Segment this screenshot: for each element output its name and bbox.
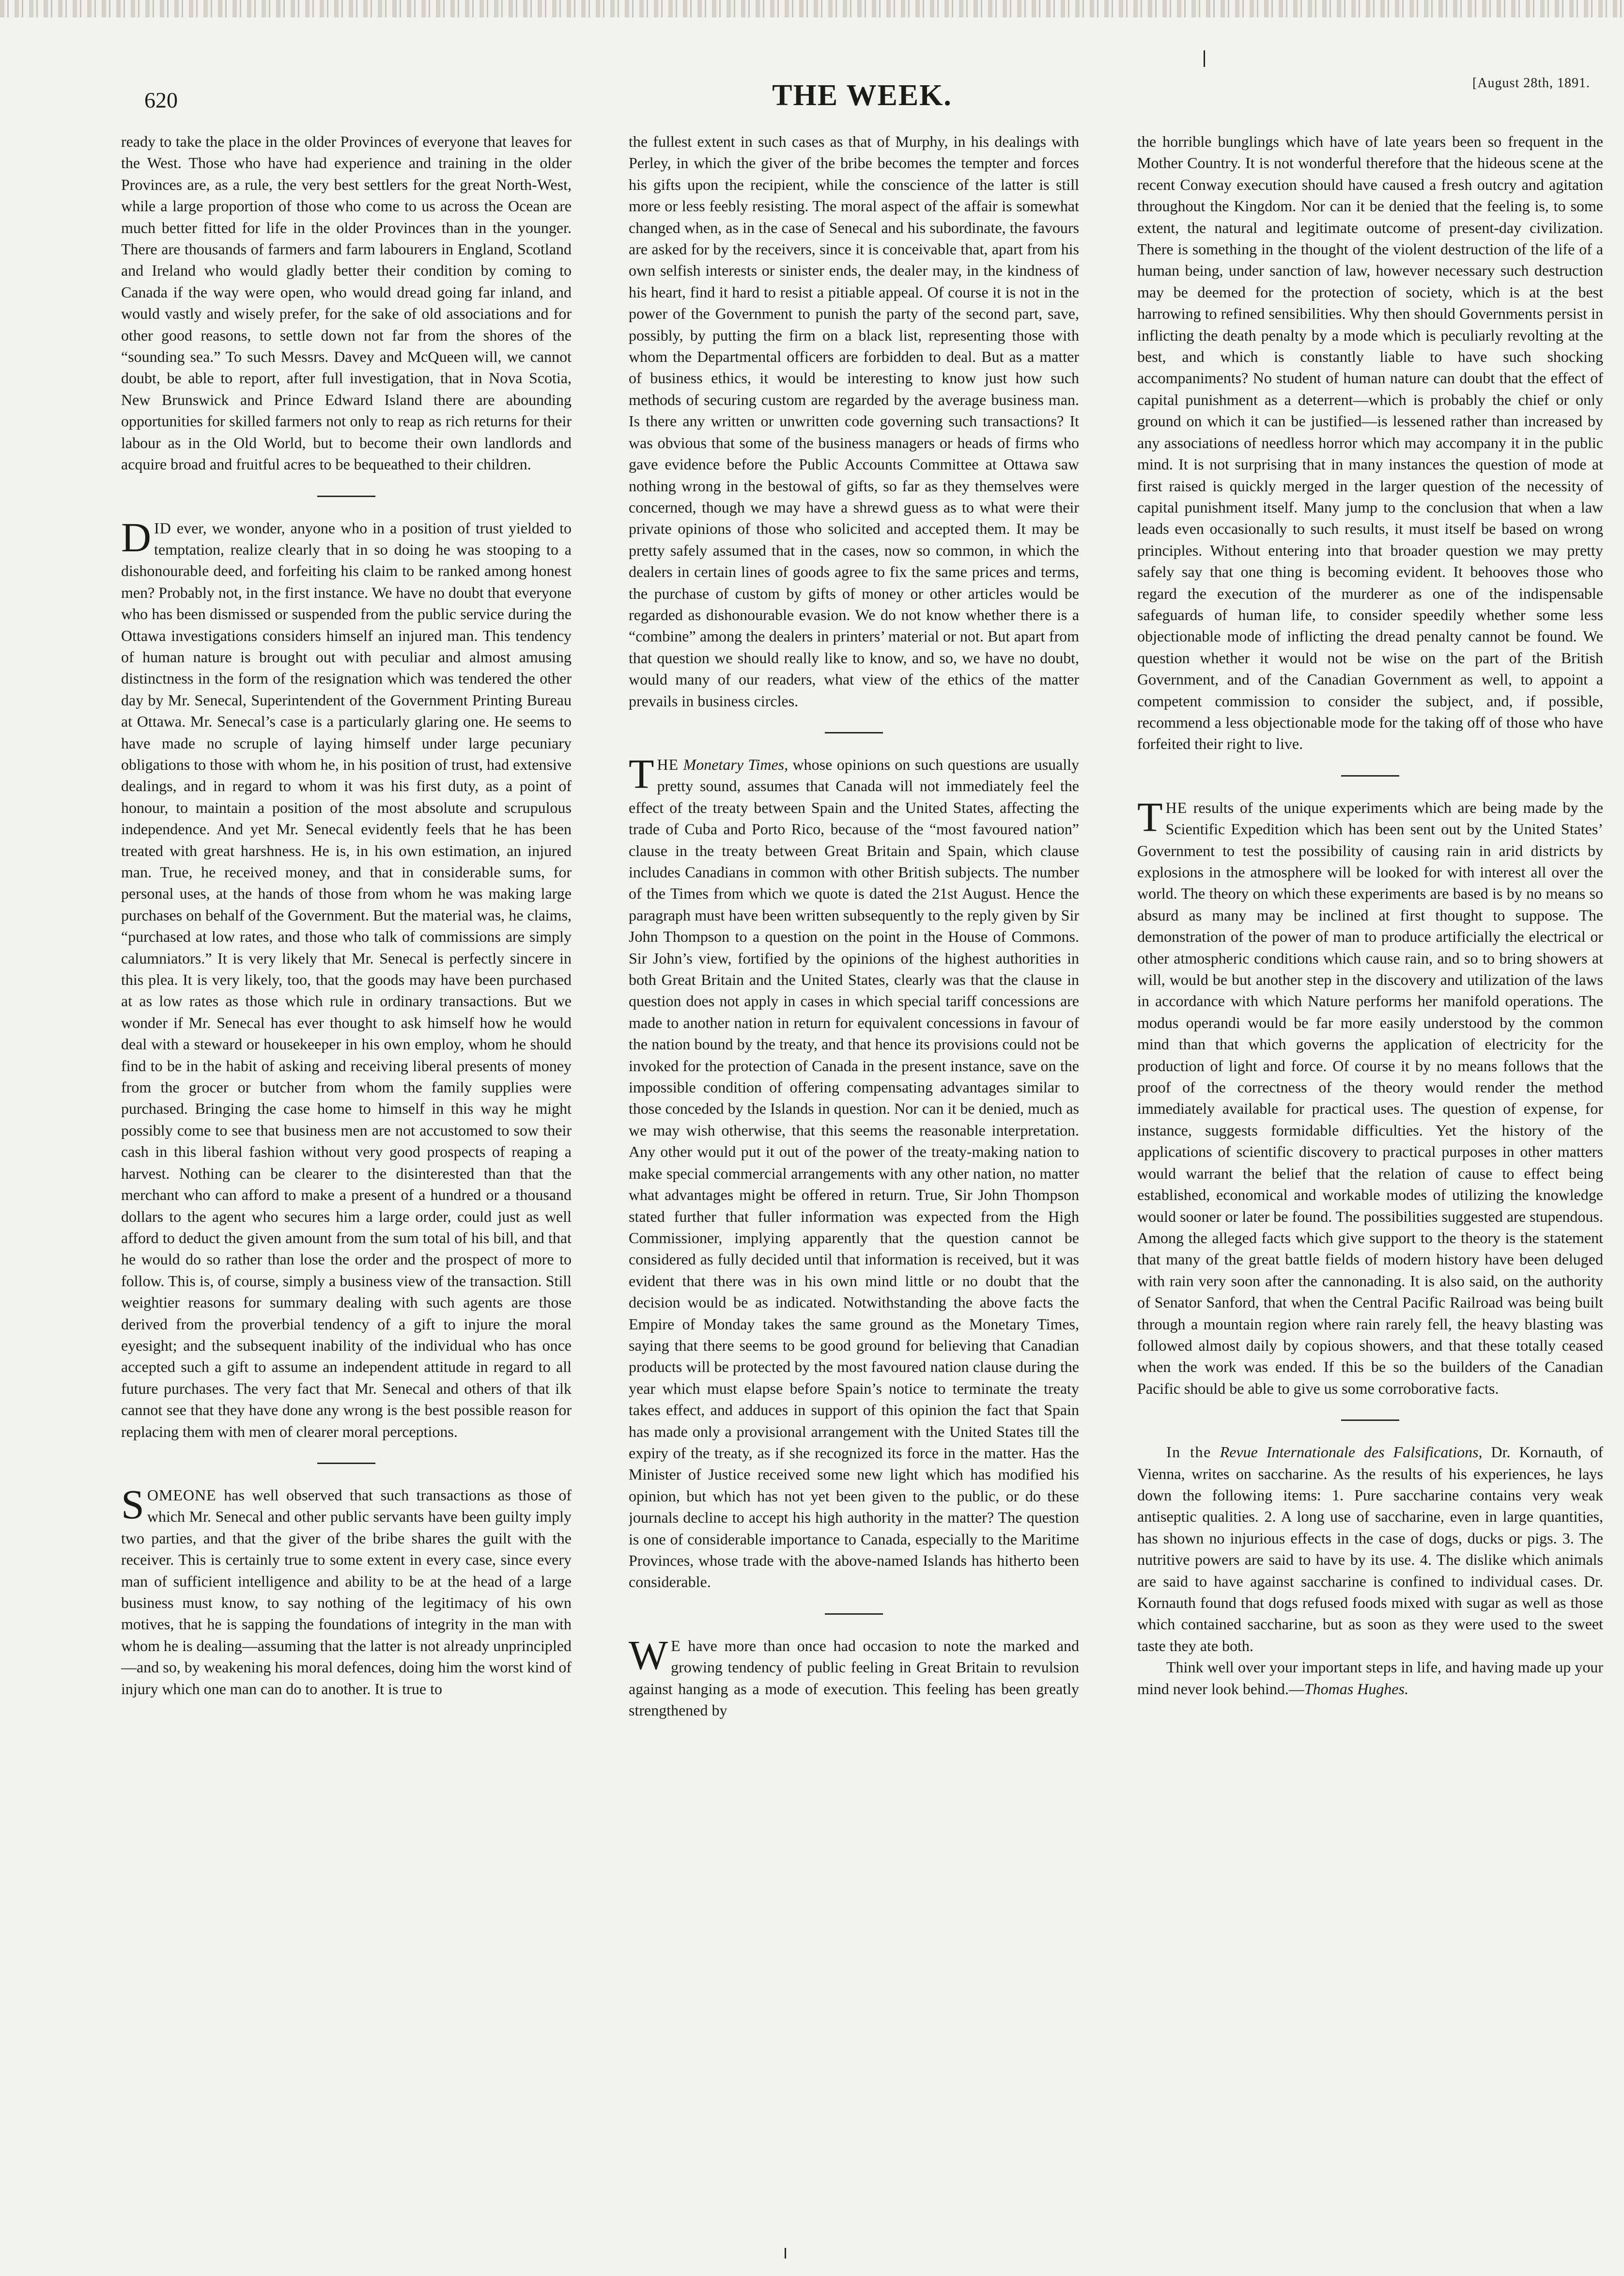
column-right	[1137, 131, 1603, 2238]
article-paragraph	[1137, 793, 1603, 1399]
page-header	[136, 73, 1589, 119]
lead-word: ID	[154, 519, 171, 537]
paragraph-body: Dr. Kornauth, of Vienna, writes on saccharine. As the results of his experiences, he lays down the following items: 1. Pure saccharine contains very weak antiseptic qualities. 2. A long use of saccharine, even in large quantities, has shown no injurious effects in the case of dogs, ducks or pigs. 3. The nutritive powers are said to have by its use. 4. The dislike which animals are said to have against saccharine is confined to individual cases. Dr. Kornauth found that dogs refused foods mixed with sugar as well as those which contained saccharine, but as soon as they were used to the sweet taste they ate both.	[1137, 1443, 1603, 1654]
section-divider	[1341, 1419, 1399, 1421]
quotation-paragraph	[1137, 1656, 1603, 1699]
drop-cap: S	[121, 1481, 144, 1528]
article-paragraph: the horrible bunglings which have of late years been so frequent in the Mother Country. It is not wonderful therefore that the hideous scene at the recent Conway execution should have caused a fresh outcry and agitation throughout the Kingdom. Nor can it be denied that the feeling is, to some extent, the natural and legitimate outcome of present-day civilization. There is something in the thought of the violent destruction of the life of a human being, under sanction of law, however necessary such destruction may be deemed for the protection of society, which is at the best harrowing to refined sensibilities. Why then should Governments persist in inflicting the death penalty by a mode which is peculiarly revolting at the best, and which is constantly liable to have such shocking accompaniments? No student of human nature can doubt that the effect of capital punishment as a deterrent—which is probably the chief or only ground on which it can be justified—is lessened rather than increased by any associations of needless horror which may accompany it in the public mind. It is not surprising that in many instances the question of mode at first raised is quickly merged in the larger question of the necessity of capital punishment itself. Many jump to the conclusion that when a law leads even occasionally to such results, it must itself be based on wrong principles. Without entering into that broader question we may pretty safely say that one thing is becoming evident. It behooves those who regard the execution of the murderer as one of the indispensable safeguards of human life, to consider speedily whether some less objectionable mode of inflicting the dread penalty cannot be found. We question whether it would not be wise on the part of the British Government, and of the Canadian Government as well, to appoint a competent commission to consider the subject, and, if possible, recommend a less objectionable mode for the taking off of those who have forfeited their right to live.	[1137, 133, 1603, 753]
lead-word: HE	[1165, 798, 1188, 816]
section-divider	[317, 1463, 375, 1464]
paragraph-body: ever, we wonder, anyone who in a position of trust yielded to temptation, realize clearly that in so doing he was stooping to a dishonourable deed, and forfeiting his claim to be ranked among honest men? Probably not, in the first instance. We have no doubt that everyone who has been dismissed or suspended from the public service during the Ottawa investigations considers himself an injured man. This tendency of human nature is brought out with peculiar and almost amusing distinctness in the form of the resignation which was tendered the other day by Mr. Senecal, Superintendent of the Government Printing Bureau at Ottawa. Mr. Senecal’s case is a particularly glaring one. He seems to have made no scruple of laying himself under large pecuniary obligations to those with whom he, in his position of trust, had extensive dealings, and in regard to whom it was his first duty, as a point of honour, to maintain a position of the most absolute and scrupulous independence. And yet Mr. Senecal evidently feels that he has been treated with great harshness. He is, in his own estimation, an injured man. True, he received money, and that in considerable sums, for personal uses, at the hands of those from whom he was making large purchases on behalf of the Government. But the material was, he claims, “purchased at low rates, and those who talk of commissions are simply calumniators.” It is very likely that Mr. Senecal is perfectly sincere in this plea. It is very likely, too, that the goods may have been purchased at as low rates as those which rule in ordinary transactions. But we wonder if Mr. Senecal has ever thought to ask himself how he would deal with a steward or housekeeper in his own employ, whom he should find to be in the habit of asking and receiving liberal presents of money from the grocer or butcher from whom the family supplies were purchased. Bringing the case home to himself in this way he might possibly come to see that business men are not accustomed to sow their cash in this liberal fashion without very good prospects of reaping a harvest. Nothing can be clearer to the disinterested than that the merchant who can afford to make a present of a hundred or a thousand dollars to the agent who secures him a large order, could just as well afford to deduct the given amount from the sum total of his bill, and that he would do so rather than lose the order and the prospect of more to follow. This is, of course, simply a business view of the transaction. Still weightier reasons for summary dealing with such agents are those derived from the proverbial tendency of a gift to injure the moral eyesight; and the subsequent inability of the individual who has once accepted such a gift to assume an independent attitude in regard to all future purchases. The very fact that Mr. Senecal and others of that ilk cannot see that they have done any wrong is the best possible reason for replacing them with men of clearer moral perceptions.	[121, 519, 572, 1440]
page-number: 620	[144, 88, 178, 112]
article-paragraph: ready to take the place in the older Provinces of everyone that leaves for the West. Those who have had experience and training in the older Provinces are, as a rule, the very best settlers for the great North-West, while a large proportion of those who come to us across the Ocean are much better fitted for life in the older Provinces than in the younger. There are thousands of farmers and farm labourers in England, Scotland and Ireland who would gladly better their condition by coming to Canada if the way were open, who would dread going far inland, and would vastly and wisely prefer, for the sake of old associations and for other good reasons, to settle down not far from the shores of the “sounding sea.” To such Messrs. Davey and McQueen will, we cannot doubt, be able to report, after full investigation, that in Nova Scotia, New Brunswick and Prince Edward Island there are abounding opportunities for skilled farmers not only to reap as rich returns for their labour as in the Old World, but to become their own landlords and acquire broad and fruitful acres to be bequeathed to their children.	[121, 133, 572, 473]
drop-cap: W	[629, 1631, 668, 1678]
publication-title: THE WEEK.	[772, 79, 952, 112]
article-paragraph	[629, 1631, 1079, 1721]
quotation-text: Think well over your important steps in life, and having made up your mind never look behind.—	[1137, 1658, 1603, 1698]
scan-mark	[785, 2248, 786, 2259]
drop-cap: T	[1137, 793, 1163, 840]
article-paragraph	[629, 750, 1079, 1593]
drop-cap: D	[121, 514, 152, 561]
column-middle	[629, 131, 1079, 2238]
article-paragraph	[1137, 1441, 1603, 1656]
publication-name: Monetary Times,	[683, 755, 789, 773]
lead-word: HE	[657, 755, 679, 773]
issue-date: [August 28th, 1891.	[1472, 76, 1590, 91]
publication-name: Revue Internationale des Falsifications,	[1220, 1443, 1483, 1461]
quotation-author: Thomas Hughes.	[1304, 1680, 1408, 1698]
article-paragraph	[121, 514, 572, 1442]
paragraph-body: results of the unique experiments which are being made by the Scientific Expedition which has been sent out by the United States’ Government to test the possibility of causing rain in arid districts by explosions in the atmosphere will be looked for with interest all over the world. The theory on which these experiments are based is by no means so absurd as many may be inclined at first thought to suppose. The demonstration of the power of man to produce artificially the electrical or other atmospheric conditions which cause rain, and so to bring showers at will, would be but another step in the discovery and utilization of the laws in accordance with which Nature performs her manifold operations. The modus operandi would be far more easily understood by the common mind than that which governs the application of electricity for the production of light and force. Of course it by no means follows that the proof of the correctness of the theory would render the method immediately available for practical uses. The question of expense, for instance, suggests formidable difficulties. Yet the history of the applications of scientific discovery to practical purposes in other matters would warrant the belief that the relation of cause to effect being established, economical and workable modes of utilizing the knowledge would sooner or later be found. The possibilities suggested are stupendous. Among the alleged facts which give support to the theory is the statement that many of the great battle fields of modern history have been deluged with rain very soon after the cannonading. It is also said, on the authority of Senator Sanford, that when the Central Pacific Railroad was being built through a mountain region where rain rarely fell, the heavy blasting was followed almost daily by copious showers, and that these totally ceased when the work was ended. If this be so the builders of the Canadian Pacific should be able to give us some corroborative facts.	[1137, 798, 1603, 1397]
section-divider	[825, 732, 883, 733]
lead-word: E	[671, 1637, 681, 1654]
article-paragraph: the fullest extent in such cases as that of Murphy, in his dealings with Perley, in which the giver of the bribe becomes the tempter and forces his gifts upon the recipient, while the conscience of the latter is still more or less feebly resisting. The moral aspect of the affair is somewhat changed when, as in the case of Senecal and his subordinate, the favours are asked for by the receivers, since it is conceivable that, apart from his own selfish interests or sinister ends, the dealer may, in the kindness of his heart, find it hard to resist a pitiable appeal. Of course it is not in the power of the Government to punish the party of the second part, save, possibly, by putting the firm on a black list, representing those with whom the Departmental officers are forbidden to deal. But as a matter of business ethics, it would be interesting to know just how such methods of securing custom are regarded by the average business man. Is there any written or unwritten code governing such transactions? It was obvious that some of the business managers or heads of firms who gave evidence before the Public Accounts Committee at Ottawa saw nothing wrong in the bestowal of gifts, so far as they themselves were concerned, though we may have a shrewd guess as to what were their private opinions of those who solicited and accepted them. It may be pretty safely assumed that in the cases, now so common, in which the dealers in certain lines of goods agree to fix the same prices and terms, the purchase of custom by gifts of money or other articles would be regarded as dishonourable evasion. We do not know whether there is a “combine” among the dealers in printers’ material or not. But apart from that question we should really like to know, and so, we have no doubt, would many of our readers, what view of the ethics of the matter prevails in business circles.	[629, 133, 1079, 710]
drop-cap: T	[629, 750, 654, 797]
lead-word: OMEONE	[147, 1486, 217, 1504]
section-divider	[825, 1613, 883, 1615]
scan-mark	[1204, 50, 1205, 67]
paragraph-body: whose opinions on such questions are usually pretty sound, assumes that Canada will not immediately feel the effect of the treaty between Spain and the United States, affecting the trade of Cuba and Porto Rico, because of the “most favoured nation” clause in the treaty between Great Britain and Spain, which clause includes Canadians in common with other British subjects. The number of the Times from which we quote is dated the 21st August. Hence the paragraph must have been written subsequently to the reply given by Sir John Thompson to a question on the point in the House of Commons. Sir John’s view, fortified by the opinions of the highest authorities in both Great Britain and the United States, clearly was that the clause in question does not apply in cases in which special tariff concessions are made to another nation in return for equivalent concessions in favour of the nation bound by the treaty, and that hence its provisions could not be invoked for the protection of Canada in the present instance, save on the impossible condition of offering compensating advantages similar to those conceded by the Islands in question. Nor can it be denied, much as we may wish otherwise, that this seems the reasonable interpretation. Any other would put it out of the power of the treaty-making nation to make special commercial arrangements with any other nation, no matter what advantages might be offered in return. True, Sir John Thompson stated further that fuller information was expected from the High Commissioner, implying apparently that the question cannot be considered as fully decided until that information is received, but it was evident that there was in his own mind little or no doubt that the decision would be as indicated. Notwithstanding the above facts the Empire of Monday takes the same ground as the Monetary Times, saying that there seems to be good ground for believing that Canadian products will be protected by the most favoured nation clause during the year which must elapse before Spain’s notice to terminate the treaty takes effect, and adduces in support of this opinion the fact that Spain has made only a provisional arrangement with the United States till the expiry of the treaty, as if she recognized its force in the matter. Has the Minister of Justice received some new light which has modified his opinion, but which has not yet been given to the public, or do these journals decline to accept his high authority in the matter? The question is one of considerable importance to Canada, especially to the Maritime Provinces, whose trade with the above-named Islands has hitherto been considerable.	[629, 755, 1079, 1591]
section-divider	[1341, 775, 1399, 777]
paragraph-body: have more than once had occasion to note the marked and growing tendency of public feeling in Great Britain to revulsion against hanging as a mode of execution. This feeling has been greatly strengthened by	[629, 1637, 1079, 1719]
paragraph-body: has well observed that such transactions as those of which Mr. Senecal and other public servants have been guilty imply two parties, and that the giver of the bribe shares the guilt with the receiver. This is certainly true to some extent in every case, since every man of sufficient intelligence and ability to be at the head of a large business must know, to say nothing of the legitimacy of his own motives, that he is sapping the foundations of integrity in the man with whom he is dealing—assuming that the latter is not already unprincipled—and so, by weakening his moral defences, doing him the worst kind of injury which one man can do to another. It is true to	[121, 1486, 572, 1698]
article-paragraph	[121, 1481, 572, 1699]
column-left	[121, 131, 572, 2238]
section-divider	[317, 496, 375, 497]
scan-top-edge	[0, 0, 1624, 17]
lead-word: In the	[1166, 1443, 1211, 1461]
